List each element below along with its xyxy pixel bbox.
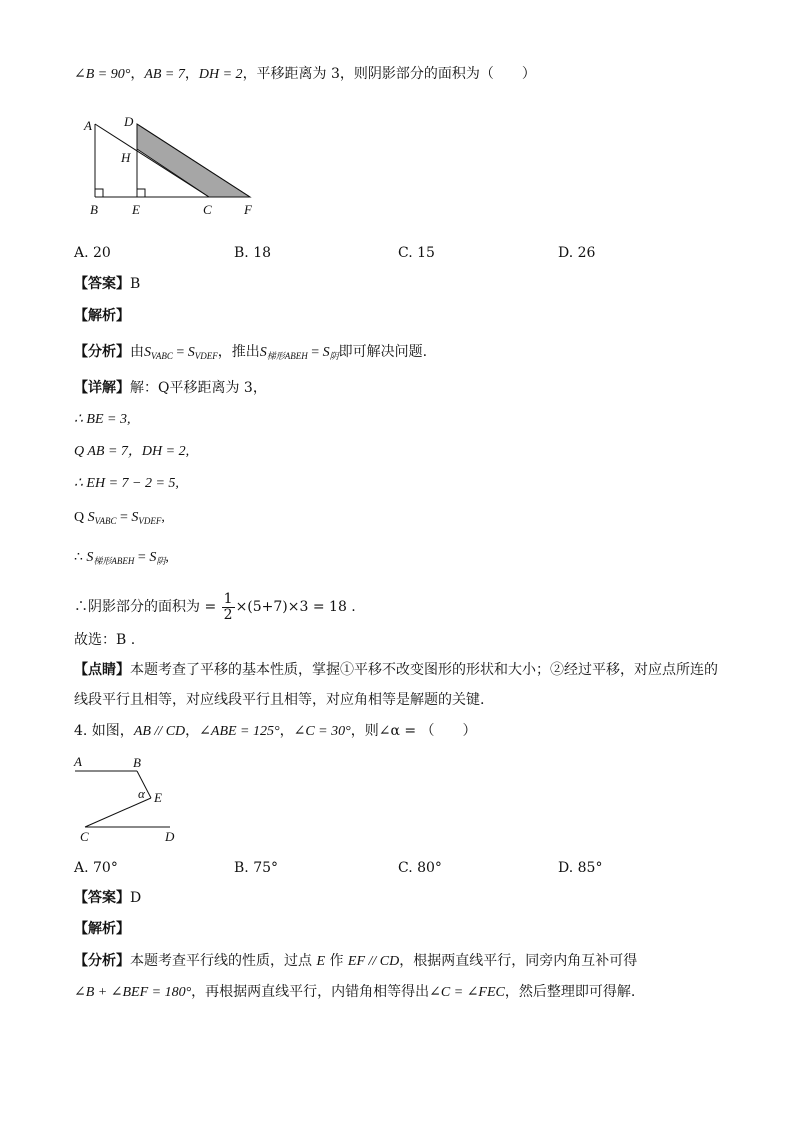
subscript: VDEF [194, 351, 218, 361]
equals-sign: = [116, 510, 132, 525]
q3-xiangjie-text: 解：Q平移距离为 3， [130, 380, 267, 396]
q4-answer-tag: 【答案】 [74, 890, 130, 906]
point-e: E [316, 954, 326, 969]
q4-option-c: C. 80° [398, 860, 442, 876]
q4-fenxi-text-5: ，然后整理即可得解. [504, 984, 636, 1000]
q3-angle-b: ∠B = 90° [74, 67, 131, 82]
q4-option-b: B. 75° [234, 860, 279, 876]
q4-parallel: AB // CD [133, 724, 186, 739]
q3-dianjing-text-1: 本题考查了平移的基本性质，掌握①平移不改变图形的形状和大小；②经过平移，对应点所连的 [130, 662, 718, 678]
q3-fenxi-text-2: ，推出 [217, 344, 260, 360]
label-c: C [80, 829, 89, 844]
label-c: C [203, 202, 212, 217]
q4-answer-value: D [130, 890, 142, 906]
q4-fenxi-text-4: ，再根据两直线平行，内错角相等得出 [191, 984, 430, 1000]
label-e: E [154, 790, 162, 805]
s-symbol: S [131, 510, 139, 525]
s-symbol: S [187, 345, 195, 360]
q3-option-b: B. 18 [234, 245, 272, 261]
label-d: D [124, 114, 134, 129]
q4-fenxi-text-1: 本题考查平行线的性质，过点 [130, 953, 317, 969]
q3-jiexi-tag: 【解析】 [74, 308, 130, 324]
s-symbol: S [144, 345, 151, 360]
q3-xiangjie-line8: 故选：B . [74, 632, 136, 648]
label-alpha: α [138, 786, 145, 801]
comma: , [161, 510, 165, 525]
q3-area-text: ∴阴影部分的面积为 = [74, 599, 221, 615]
numerator: 1 [223, 590, 233, 607]
subscript: VDEF [138, 516, 162, 526]
q4-angle-c: ∠C = 30° [293, 724, 351, 739]
q3-dh: DH = 2 [198, 67, 243, 82]
q3-fenxi-text-1: 由 [130, 344, 144, 360]
s-symbol: S [87, 510, 95, 525]
label-b: B [90, 202, 98, 217]
label-f: F [244, 202, 252, 217]
q4-jiexi [74, 919, 130, 939]
label-e: E [132, 202, 140, 217]
subscript: 梯形ABEH [93, 556, 135, 566]
q3-xiangjie-line2: ∴ BE = 3, [74, 412, 131, 427]
q4-angle-abe: ∠ABE = 125° [199, 724, 280, 739]
q3-xiangjie-tag: 【详解】 [74, 380, 130, 396]
q4-fenxi-text-3: ，根据两直线平行，同旁内角互补可得 [399, 953, 638, 969]
s-symbol: S [149, 550, 157, 565]
q3-xiangjie-line4: ∴ EH = 7 − 2 = 5, [74, 476, 179, 491]
q3-option-d: D. 26 [558, 245, 596, 261]
q4-fenxi-tag: 【分析】 [74, 953, 130, 969]
comma: , [165, 550, 169, 565]
q4-stem-text-1: 4. 如图， [74, 723, 134, 739]
label-b: B [133, 755, 141, 770]
q4-fenxi-line2 [74, 982, 635, 1003]
equals-sign: = [134, 550, 150, 565]
q3-answer-value: B [130, 276, 141, 292]
label-d: D [165, 829, 175, 844]
q3-fenxi-text-3: 即可解决问题. [338, 344, 428, 360]
label-a: A [84, 118, 92, 133]
subscript: 阴 [156, 556, 166, 566]
subscript: VABC [151, 351, 173, 361]
q3-xiangjie-line3: Q AB = 7，DH = 2, [74, 444, 190, 459]
q3-answer-tag: 【答案】 [74, 276, 130, 292]
q3-dianjing-tag: 【点睛】 [74, 662, 130, 678]
s-symbol: S [259, 345, 267, 360]
q3-fenxi-tag: 【分析】 [74, 344, 130, 360]
subscript: 阴 [329, 351, 339, 361]
q3-ab: AB = 7 [144, 67, 185, 82]
q3-stem-text: ，平移距离为 3，则阴影部分的面积为（ ） [242, 66, 536, 82]
segment-ec [85, 798, 151, 827]
s-symbol: S [322, 345, 330, 360]
q4-fenxi-line1 [74, 951, 637, 972]
q3-option-c: C. 15 [398, 245, 435, 261]
q4-option-d: D. 85° [558, 860, 603, 876]
equals-sign: = [307, 345, 323, 360]
denominator: 2 [223, 606, 233, 623]
q4-fenxi-text-2: 作 [325, 953, 348, 969]
q3-dianjing-line2: 线段平行且相等，对应线段平行且相等，对应角相等是解题的关键. [74, 692, 485, 708]
q3-area-expression: ×(5+7)×3 = 18 . [235, 599, 356, 615]
q4-ef-parallel: EF // CD [347, 954, 400, 969]
because-symbol: Q [74, 510, 88, 525]
therefore-symbol: ∴ [74, 550, 87, 565]
label-a: A [74, 754, 82, 769]
label-h: H [121, 150, 131, 165]
q4-stem-text-2: ，则∠α = （ ） [350, 723, 477, 739]
q3-stem: ∠B = 90°，AB = 7，DH = 2，平移距离为 3，则阴影部分的面积为（ ） [74, 66, 536, 82]
q3-option-a: A. 20 [74, 245, 111, 261]
s-symbol: S [86, 550, 94, 565]
q4-angle-equal: ∠C = ∠FEC [429, 985, 505, 1000]
comma: ， [279, 723, 294, 739]
comma: ， [185, 723, 200, 739]
q4-angle-sum: ∠B + ∠BEF = 180° [74, 985, 192, 1000]
subscript: VABC [94, 516, 117, 526]
q4-jiexi-tag: 【解析】 [74, 921, 130, 937]
equals-sign: = [172, 345, 188, 360]
subscript: 梯形ABEH [266, 351, 308, 361]
q4-option-a: A. 70° [74, 860, 118, 876]
q4-answer [74, 888, 141, 908]
